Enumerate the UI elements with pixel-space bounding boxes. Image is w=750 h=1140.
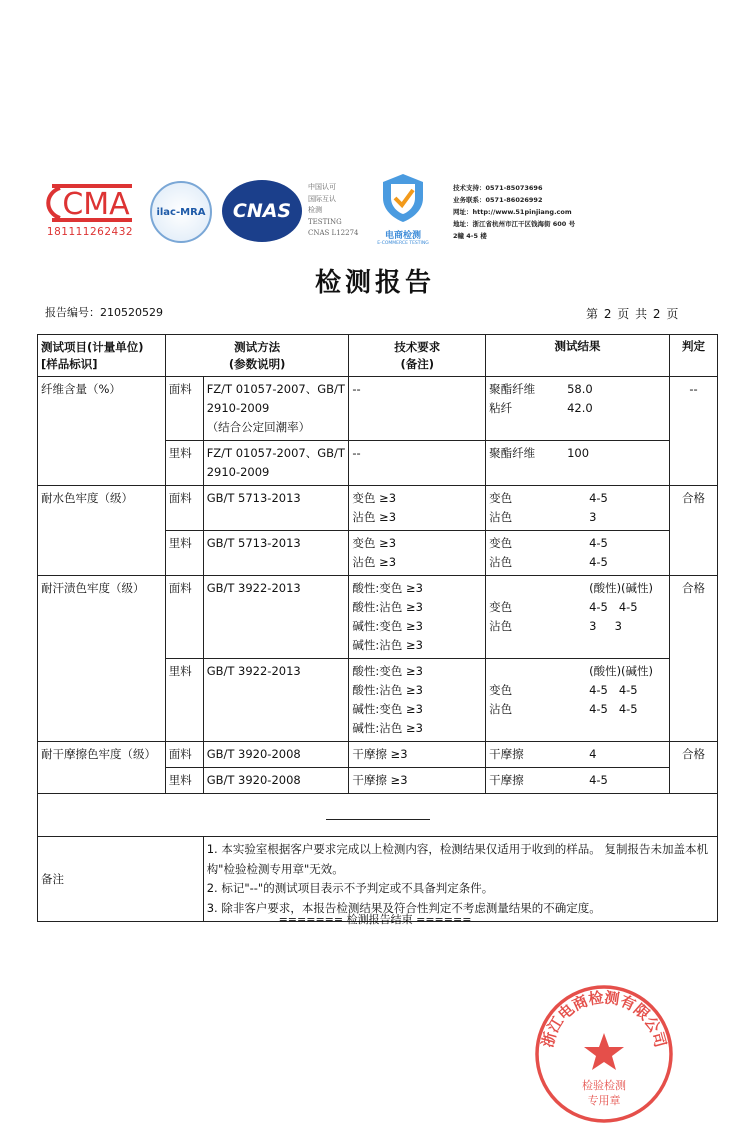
sample-part: 里料 [165, 531, 203, 576]
test-method: GB/T 5713-2013 [203, 531, 349, 576]
sample-part: 里料 [165, 768, 203, 794]
test-method: FZ/T 01057-2007、GB/T 2910-2009 [203, 441, 349, 486]
sample-part: 面料 [165, 377, 203, 441]
note-item: 2. 标记"--"的测试项目表示不予判定或不具备判定条件。 [206, 881, 494, 895]
test-result: 变色 4-5 沾色 4-5 [486, 531, 670, 576]
header-requirement: 技术要求 (备注) [349, 335, 486, 377]
contact-line: 业务联系：0571-86026992 [453, 196, 543, 204]
cma-number: 181111262432 [46, 226, 134, 238]
page-info: 第 2 页 共 2 页 [586, 307, 680, 321]
header-result: 测试结果 [486, 335, 670, 377]
test-item: 耐水色牢度（级） [38, 486, 166, 576]
table-row [38, 486, 718, 531]
cnas-line: 国际互认 [308, 194, 336, 203]
test-method: GB/T 3920-2008 [203, 742, 349, 768]
cnas-line: 检测 [308, 206, 322, 214]
ilac-mra-logo: ilac-MRA [150, 181, 212, 243]
requirement: 变色 ≥3 沾色 ≥3 [349, 486, 486, 531]
requirement: 酸性:变色 ≥3 酸性:沾色 ≥3 碱性:变色 ≥3 碱性:沾色 ≥3 [349, 576, 486, 659]
test-result: 聚酯纤维 100 [486, 441, 670, 486]
test-item: 纤维含量（%） [38, 377, 166, 486]
report-end: ======= 检测报告结束 ====== [278, 913, 472, 926]
stamp-line1: 检验检测 [582, 1079, 626, 1092]
cma-logo [40, 180, 140, 242]
contact-line: 技术支持：0571-85073696 [453, 184, 543, 192]
blank-row [38, 794, 718, 837]
test-method: GB/T 5713-2013 [203, 486, 349, 531]
test-result: 聚酯纤维 58.0 粘纤 42.0 [486, 377, 670, 441]
contact-info [453, 182, 575, 242]
test-result: 干摩擦 4-5 [486, 768, 670, 794]
contact-line: 地址：浙江省杭州市江干区钱海街 600 号 [453, 220, 576, 228]
test-item: 耐干摩擦色牢度（级） [38, 742, 166, 794]
cnas-line: 中国认可 [308, 183, 336, 191]
stamp-line2: 专用章 [587, 1094, 621, 1107]
sample-part: 里料 [165, 441, 203, 486]
test-result: (酸性)(碱性) 变色 4-5 4-5 沾色 3 3 [486, 576, 670, 659]
report-title: 检测报告 [314, 268, 435, 298]
sample-part: 面料 [165, 742, 203, 768]
cnas-line: CNAS L12274 [308, 229, 359, 237]
requirement: 变色 ≥3 沾色 ≥3 [349, 531, 486, 576]
requirement: 干摩擦 ≥3 [349, 768, 486, 794]
table-header [38, 335, 718, 377]
requirement: -- [349, 441, 486, 486]
requirement: 干摩擦 ≥3 [349, 742, 486, 768]
table-row [38, 742, 718, 768]
star-icon [584, 1033, 624, 1070]
table-row [38, 377, 718, 441]
sample-part: 面料 [165, 486, 203, 531]
sample-part: 里料 [165, 659, 203, 742]
test-method: GB/T 3920-2008 [203, 768, 349, 794]
header-judgement: 判定 [670, 335, 718, 377]
stamp-company: 浙江电商检测有限公司 [538, 988, 670, 1050]
test-method: GB/T 3922-2013 [203, 576, 349, 659]
test-item: 耐汗渍色牢度（级） [38, 576, 166, 742]
cnas-line: TESTING [308, 217, 342, 226]
header-method: 测试方法 (参数说明) [165, 335, 349, 377]
header-item: 测试项目(计量单位) [样品标识] [38, 335, 166, 377]
table-row [38, 576, 718, 659]
shield-check-icon [373, 172, 433, 224]
judgement: 合格 [670, 742, 718, 794]
notes-label: 备注 [38, 837, 204, 922]
ecommerce-cn: 电商检测 [384, 231, 421, 241]
cnas-info [308, 182, 358, 240]
test-result: 变色 4-5 沾色 3 [486, 486, 670, 531]
official-stamp [533, 983, 675, 1125]
judgement: 合格 [670, 576, 718, 742]
blank-line [326, 819, 430, 820]
report-number: 报告编号：210520529 [45, 306, 163, 319]
ecommerce-testing-logo [373, 172, 433, 246]
contact-line: 网址：http://www.51pinjiang.com [453, 208, 572, 216]
note-item: 3. 除非客户要求，本报告检测结果及符合性判定不考虑测量结果的不确定度。 [206, 900, 601, 915]
sample-part: 面料 [165, 576, 203, 659]
ecommerce-en: E-COMMERCE TESTING [377, 241, 429, 246]
results-table [37, 334, 718, 922]
requirement: -- [349, 377, 486, 441]
note-item: 1. 本实验室根据客户要求完成以上检测内容，检测结果仅适用于收到的样品。 复制报告未加盖本机构"检验检测专用章"无效。 [206, 842, 708, 876]
test-result: (酸性)(碱性) 变色 4-5 4-5 沾色 4-5 4-5 [486, 659, 670, 742]
cnas-logo: CNAS [222, 180, 302, 242]
notes-row [38, 837, 718, 922]
cma-text: CMA [62, 187, 130, 222]
notes-content [203, 837, 717, 922]
requirement: 酸性:变色 ≥3 酸性:沾色 ≥3 碱性:变色 ≥3 碱性:沾色 ≥3 [349, 659, 486, 742]
contact-line: 2幢 4-5 楼 [453, 232, 487, 240]
judgement: 合格 [670, 486, 718, 576]
test-method: FZ/T 01057-2007、GB/T 2910-2009 （结合公定回潮率） [203, 377, 349, 441]
judgement: -- [670, 377, 718, 486]
test-result: 干摩擦 4 [486, 742, 670, 768]
test-method: GB/T 3922-2013 [203, 659, 349, 742]
